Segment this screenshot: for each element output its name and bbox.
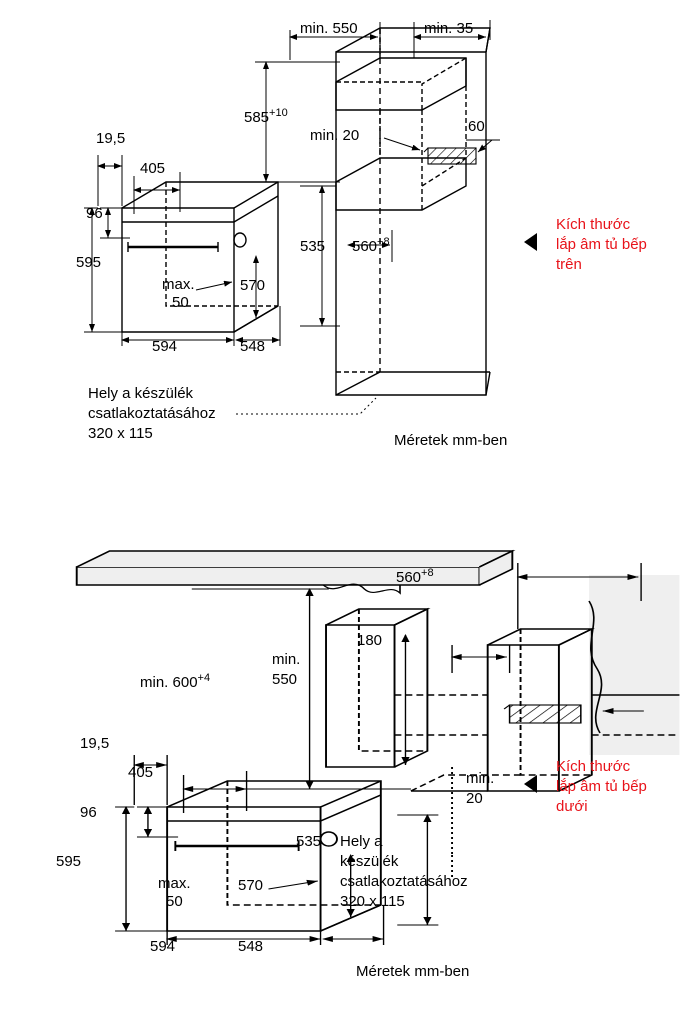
bottom-diagram-panel xyxy=(0,505,700,1016)
label-594-bottom: 594 xyxy=(150,938,176,955)
label-570-top: 570 xyxy=(240,277,266,294)
label-595-top: 595 xyxy=(76,254,102,271)
label-connection-top-3: 320 x 115 xyxy=(88,425,153,442)
label-min-20-bottom-1: min. xyxy=(466,770,495,787)
label-560-bottom: $560^{+8}$ xyxy=(396,567,434,586)
label-units-top: Méretek mm-ben xyxy=(394,432,508,449)
label-max-50-top-line1: max. xyxy=(162,276,195,293)
label-connection-bottom-4: 320 x 115 xyxy=(340,893,405,910)
callout-bottom-line1: Kích thước xyxy=(556,758,631,775)
callout-arrow-bottom xyxy=(524,775,537,793)
label-535-bottom: 535 xyxy=(296,833,322,850)
callout-top-line2: lắp âm tủ bếp xyxy=(556,236,647,253)
label-max-50-top-line2: 50 xyxy=(172,294,189,311)
label-405-top: 405 xyxy=(140,160,166,177)
label-connection-bottom-2: készülék xyxy=(340,853,399,870)
callout-top-line3: trên xyxy=(556,256,582,273)
label-560-top: $560^{+8}$ xyxy=(352,236,390,255)
label-max-50-bottom-1: max. xyxy=(158,875,191,892)
label-min-550-bottom-2: 550 xyxy=(272,671,298,688)
label-min-20-bottom-2: 20 xyxy=(466,790,483,807)
callout-top-line1: Kích thước xyxy=(556,216,631,233)
label-connection-bottom-1: Hely a xyxy=(340,833,383,850)
callout-bottom-line3: dưới xyxy=(556,798,588,815)
label-19-5-top: 19,5 xyxy=(96,130,126,147)
label-60: 60 xyxy=(468,118,485,135)
label-min-20-top: min. 20 xyxy=(310,127,360,144)
label-405-bottom: 405 xyxy=(128,764,154,781)
label-535-top: 535 xyxy=(300,238,326,255)
label-min-550-top: min. 550 xyxy=(300,20,358,37)
callout-bottom-line2: lắp âm tủ bếp xyxy=(556,778,647,795)
label-units-bottom: Méretek mm-ben xyxy=(356,963,470,980)
label-min-600: min. $600^{+4}$ xyxy=(140,672,211,691)
label-570-bottom: 570 xyxy=(238,877,264,894)
label-548-bottom: 548 xyxy=(238,938,264,955)
label-585: $585^{+10}$ xyxy=(244,107,288,126)
label-96-top: 96 xyxy=(86,205,103,222)
label-180: 180 xyxy=(357,632,383,649)
label-19-5-bottom: 19,5 xyxy=(80,735,110,752)
panel-divider xyxy=(0,500,700,501)
label-connection-top-2: csatlakoztatásához xyxy=(88,405,216,422)
label-548-top: 548 xyxy=(240,338,266,355)
label-96-bottom: 96 xyxy=(80,804,97,821)
label-connection-bottom-3: csatlakoztatásához xyxy=(340,873,468,890)
callout-arrow-top xyxy=(524,233,537,251)
label-min-550-bottom-1: min. xyxy=(272,651,301,668)
label-min-35: min. 35 xyxy=(424,20,474,37)
label-connection-top-1: Hely a készülék xyxy=(88,385,194,402)
label-594-top: 594 xyxy=(152,338,178,355)
top-diagram-panel xyxy=(0,0,700,500)
label-595-bottom: 595 xyxy=(56,853,82,870)
label-max-50-bottom-2: 50 xyxy=(166,893,183,910)
